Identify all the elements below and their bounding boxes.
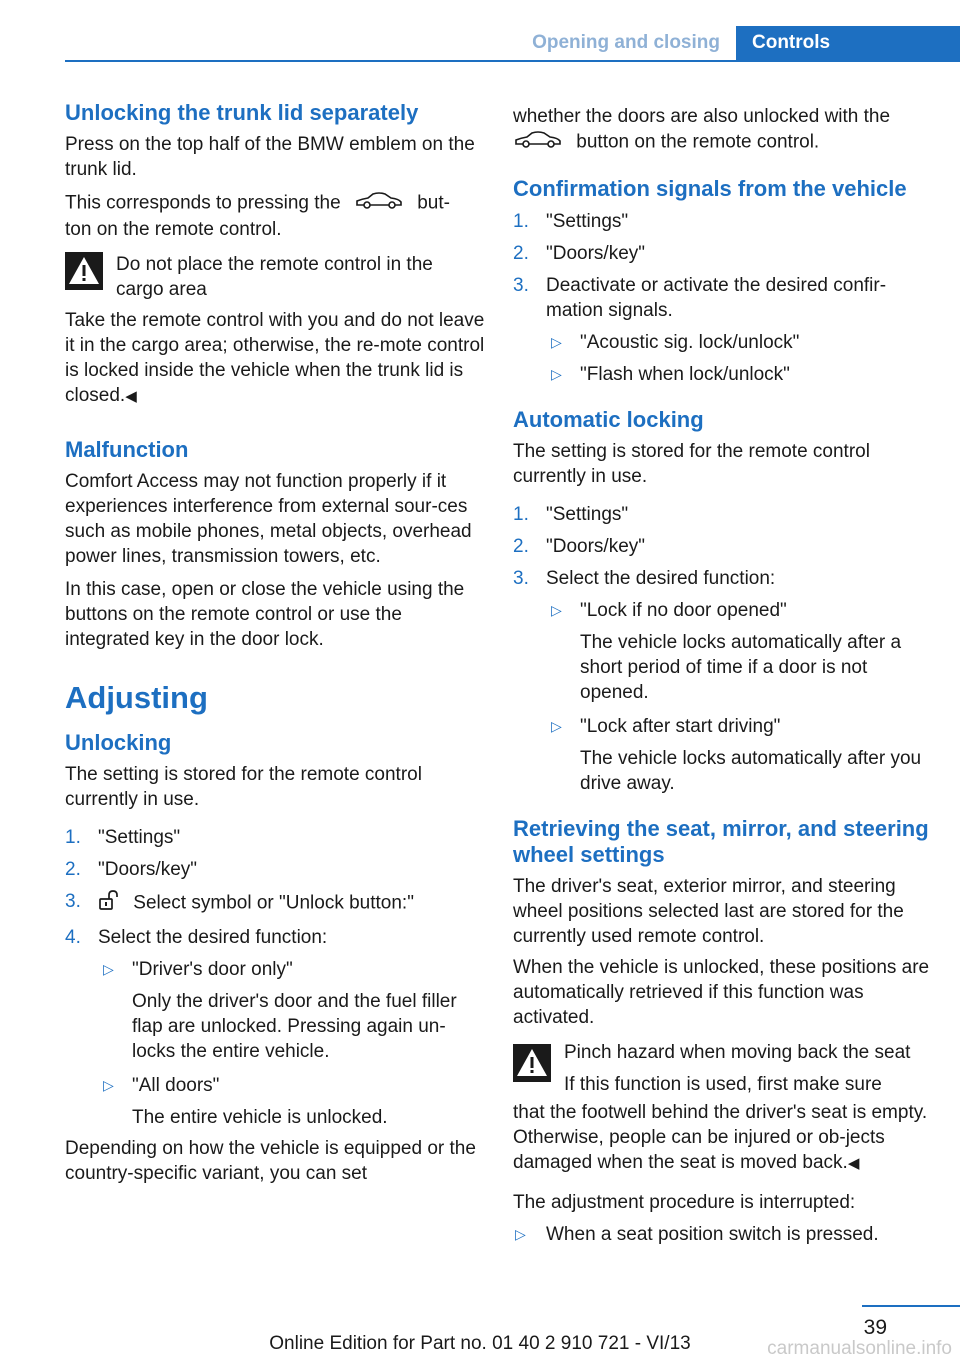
list-number: 2. (65, 859, 81, 880)
car-trunk-icon (513, 129, 563, 156)
warning-body (65, 308, 485, 409)
warning-triangle-icon (513, 1044, 551, 1082)
list-triangle-bullet-icon: ▷ (551, 366, 562, 382)
paragraph: The driver's seat, exterior mirror, and steering wheel positions selected last are stored for the currently used remote control. (513, 876, 904, 947)
list-item-text: "Doors/key" (98, 859, 198, 880)
bullet-label: "All doors" (132, 1075, 220, 1096)
list-item-text: "Settings" (98, 827, 181, 848)
bullet-description: The vehicle locks automatically after you drive away. (580, 748, 922, 794)
bullet-item (546, 330, 933, 355)
warning-title: Pinch hazard when moving back the seat (564, 1042, 911, 1063)
warning-triangle-icon (65, 252, 103, 290)
list-item (513, 566, 933, 796)
list-number: 2. (513, 536, 529, 557)
warning-body-first-line: If this function is used, first make sure (564, 1074, 882, 1095)
bullet-label: When a seat position switch is pressed. (546, 1224, 879, 1245)
list-triangle-bullet-icon: ▷ (103, 1077, 114, 1093)
paragraph-text: whether the doors are also unlocked with the (513, 106, 891, 127)
bullet-item (546, 362, 933, 387)
paragraph-text: button on the remote control. (576, 131, 820, 153)
warning-title: cargo area (116, 279, 207, 300)
header-section-title: Opening and closing (532, 32, 720, 53)
end-mark: ◀ (847, 1155, 860, 1172)
bullet-item (513, 1222, 933, 1247)
warning-body (513, 1100, 933, 1176)
list-number: 1. (65, 827, 81, 848)
paragraph: Press on the top half of the BMW emblem on the trunk lid. (65, 134, 475, 180)
list-item (65, 889, 485, 918)
bullet-item (546, 714, 933, 796)
list-item-text: "Settings" (546, 504, 629, 525)
heading-automatic-locking: Automatic locking (513, 407, 704, 432)
paragraph-text: This corresponds to pressing the (65, 192, 341, 214)
paragraph: The adjustment procedure is interrupted: (513, 1192, 856, 1213)
heading-unlocking-trunk-lid: Unlocking the trunk lid separately (65, 100, 419, 125)
list-item-text: Select symbol or "Unlock button:" (133, 892, 414, 914)
bullet-label: "Acoustic sig. lock/unlock" (580, 332, 800, 353)
header-rule (65, 60, 960, 62)
list-item (513, 534, 933, 559)
page-number-rule (862, 1305, 960, 1307)
right-column (513, 100, 933, 1247)
list-item-text: Deactivate or activate the desired confir-mation signals. (546, 275, 887, 321)
paragraph-text: but- (417, 192, 450, 214)
list-number: 2. (513, 243, 529, 264)
car-trunk-icon (354, 190, 404, 217)
paragraph-text: ton on the remote control. (65, 219, 282, 240)
list-number: 3. (65, 891, 81, 912)
bullet-item (98, 1073, 485, 1130)
list-triangle-bullet-icon: ▷ (103, 961, 114, 977)
edition-footer: Online Edition for Part no. 01 40 2 910 721 - VI/13 (269, 1333, 691, 1354)
warning-body-text: that the footwell behind the driver's seat is empty. Otherwise, people can be injured or ob-jects damaged when the seat is moved back. (513, 1102, 928, 1173)
bullet-description: The entire vehicle is unlocked. (132, 1107, 388, 1128)
list-item-text: Select the desired function: (98, 927, 328, 948)
page-number: 39 (863, 1316, 887, 1339)
list-number: 3. (513, 568, 529, 589)
list-item (65, 857, 485, 882)
paragraph (513, 104, 933, 156)
bullet-item (546, 598, 933, 705)
list-number: 1. (513, 504, 529, 525)
list-triangle-bullet-icon: ▷ (515, 1226, 526, 1242)
list-item (513, 273, 933, 387)
list-item (513, 241, 933, 266)
bullet-item (98, 957, 485, 1064)
warning-body-text: Take the remote control with you and do not leave it in the cargo area; otherwise, the re-mote control is locked inside the vehicle when the trunk lid is closed. (65, 310, 485, 406)
bullet-label: "Flash when lock/unlock" (580, 364, 790, 385)
unlock-padlock-icon (98, 889, 120, 918)
bullet-label: "Lock if no door opened" (580, 600, 787, 621)
list-triangle-bullet-icon: ▷ (551, 602, 562, 618)
heading-unlocking: Unlocking (65, 730, 172, 755)
list-item-text: "Doors/key" (546, 536, 646, 557)
list-item (65, 925, 485, 1130)
paragraph: The setting is stored for the remote control currently in use. (65, 764, 422, 810)
paragraph: Comfort Access may not function properly if it experiences interference from external sour-ces such as mobile phones, metal objects, overhead power lines, transmission towers, etc. (65, 471, 472, 567)
list-number: 1. (513, 211, 529, 232)
list-item (513, 209, 933, 234)
list-triangle-bullet-icon: ▷ (551, 718, 562, 734)
warning-box (65, 252, 485, 304)
paragraph: Depending on how the vehicle is equipped or the country-specific variant, you can set (65, 1138, 476, 1184)
list-item-text: Select the desired function: (546, 568, 776, 589)
warning-title: Do not place the remote control in the (116, 254, 433, 275)
paragraph (65, 190, 485, 242)
heading-confirmation-signals: Confirmation signals from the vehicle (513, 176, 907, 201)
warning-box (513, 1040, 933, 1100)
list-item-text: "Doors/key" (546, 243, 646, 264)
left-column (65, 100, 485, 1186)
heading-malfunction: Malfunction (65, 437, 189, 462)
bullet-label: "Lock after start driving" (580, 716, 781, 737)
bullet-label: "Driver's door only" (132, 959, 293, 980)
list-item (513, 502, 933, 527)
list-number: 4. (65, 927, 81, 948)
bullet-description: Only the driver's door and the fuel filler flap are unlocked. Pressing again un-locks the entire vehicle. (132, 991, 457, 1062)
list-triangle-bullet-icon: ▷ (551, 334, 562, 350)
list-item (65, 825, 485, 850)
header-chapter-tab: Controls (736, 26, 960, 62)
list-item-text: "Settings" (546, 211, 629, 232)
bullet-description: The vehicle locks automatically after a short period of time if a door is not opened. (580, 632, 902, 703)
heading-adjusting: Adjusting (65, 680, 208, 715)
paragraph: When the vehicle is unlocked, these positions are automatically retrieved if this function was activated. (513, 957, 930, 1028)
paragraph: In this case, open or close the vehicle using the buttons on the remote control or use the integrated key in the door lock. (65, 579, 465, 650)
heading-retrieving-settings: Retrieving the seat, mirror, and steering wheel settings (513, 816, 929, 867)
list-number: 3. (513, 275, 529, 296)
watermark: carmanualsonline.info (767, 1338, 952, 1359)
end-mark: ◀ (125, 388, 137, 405)
paragraph: The setting is stored for the remote control currently in use. (513, 441, 870, 487)
